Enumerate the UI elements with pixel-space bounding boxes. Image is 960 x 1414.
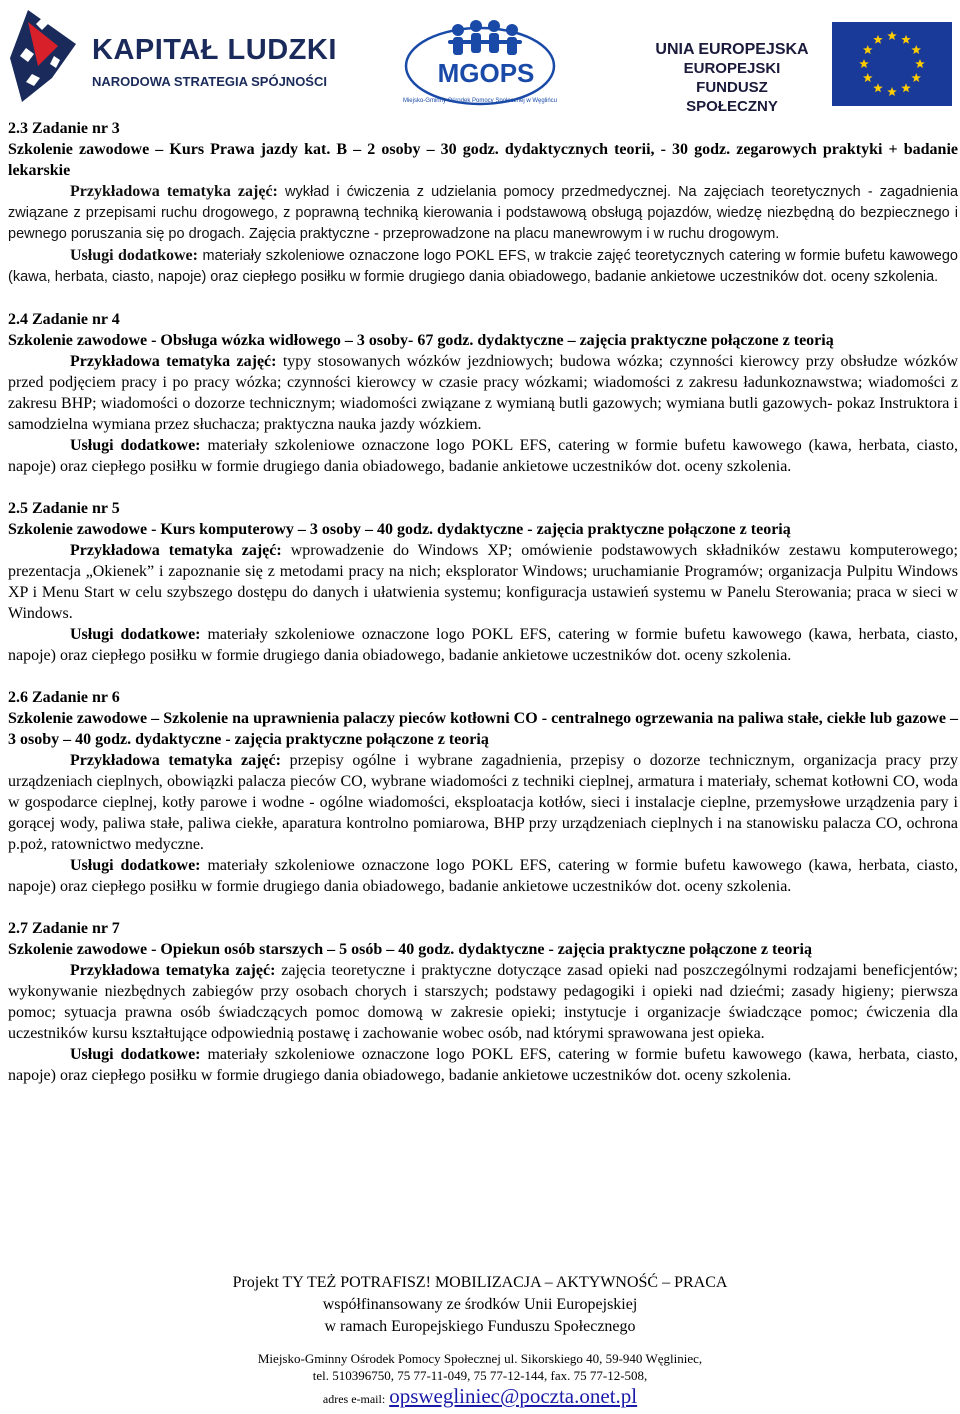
topic-text: wprowadzenie do Windows XP; omówienie podstawowych składników zestawu komputerowego; prezentacja „Okienek” i zapoznanie się z metodami pracy na nich; eksplorator Windows; uruchamianie Programów; organizacja Pulpitu Windows XP i Menu Start w celu szybszego dostępu do danych i ułatwienia systemu; konfiguracja ustawień systemu w Panelu Sterowania; praca w sieci w Windows. (8, 542, 959, 622)
services-label: Usługi dodatkowe: (70, 437, 201, 454)
topic-label: Przykładowa tematyka zajęć: (70, 752, 281, 769)
page-footer (0, 1272, 960, 1409)
task-topics (8, 181, 958, 245)
eu-flag-icon (832, 22, 952, 106)
footer-cofinancing: współfinansowany ze środków Unii Europejskiej (322, 1296, 638, 1313)
topic-label: Przykładowa tematyka zajęć: (70, 353, 277, 370)
services-text: materiały szkoleniowe oznaczone logo POKL EFS, catering w formie bufetu kawowego (kawa, herbata, ciasto, napoje) oraz ciepłego posiłku w formie drugiego dania obiadowego, badanie ankietowe uczestników dot. oceny szkolenia. (8, 626, 959, 664)
footer-address: Miejsko-Gminny Ośrodek Pomocy Społecznej ul. Sikorskiego 40, 59-940 Węgliniec, (257, 1351, 703, 1366)
task-topics (8, 750, 958, 855)
eu-line-3: FUNDUSZ SPOŁECZNY (686, 79, 778, 115)
task-number: 2.6 Zadanie nr 6 (8, 689, 120, 706)
task-services (8, 624, 958, 666)
task-section (8, 918, 958, 1086)
task-services (8, 245, 958, 288)
topic-text: typy stosowanych wózków jezdniowych; budowa wózka; czynności kierowcy przy obsłudze wózków przed podjęciem pracy i po pracy wózka; czynności kierowcy w czasie pracy wózkami; wiadomości z zakresu ładunkoznawstwa; wiadomości z zakresu BHP; wiadomości o dozorze technicznym; wiadomości związane z wymianą butli gazowych; wymiana butli gazowych- pokaz Instruktora i samodzielna wymiana przez słuchacza; praktyczna nauka jazdy wózkiem. (8, 353, 959, 433)
task-section (8, 687, 958, 897)
task-topics (8, 960, 958, 1044)
services-label: Usługi dodatkowe: (70, 626, 201, 643)
task-title: Szkolenie zawodowe - Kurs komputerowy – 3 osoby – 40 godz. dydaktyczne - zajęcia praktyczne połączone z teorią (8, 521, 791, 538)
task-title: Szkolenie zawodowe – Szkolenie na uprawnienia palaczy pieców kotłowni CO - centralnego ogrzewania na paliwa stałe, ciekłe lub gazowe – 3 osoby – 40 godz. dydaktyczne - zajęcia praktyczne połączone z teorią (8, 710, 958, 748)
task-number: 2.7 Zadanie nr 7 (8, 920, 120, 937)
topic-text: wykład i ćwiczenia z udzielania pomocy przedmedycznej. Na zajęciach teoretycznych - zagadnienia związane z przepisami ruchu drogowego, z poprawną techniką kierowania i podstawową obsługą pojazdów, wiedzę niezbędną do bezpiecznego i pewnego poruszania się po drogach. Zajęcia praktyczne - przeprowadzone na placu manewrowym i w ruchu drogowym. (8, 184, 959, 242)
task-section (8, 498, 958, 666)
page-header (0, 0, 960, 115)
task-services (8, 1044, 958, 1086)
footer-project-name: Projekt TY TEŻ POTRAFISZ! MOBILIZACJA – AKTYWNOŚĆ – PRACA (232, 1274, 728, 1291)
topic-text: zajęcia teoretyczne i praktyczne dotyczące zasad opieki nad poszczególnymi rodzajami beneficjentów; wykonywanie niezbędnych zabiegów przy osobach chorych i starszych; podstawy pedagogiki i opieki nad dziećmi; zasady higieny; pierwsza pomoc; sytuacja prawna osób świadczących pomoc domową w zakresie opieki; instytucje i organizacje świadczące pomoc; ćwiczenia dla uczestników kursu kształtujące odpowiednią postawę i zachowanie wobec osób, nad którymi sprawowana jest opieka. (8, 962, 958, 1042)
kapital-ludzki-logo (8, 8, 337, 108)
topic-label: Przykładowa tematyka zajęć: (70, 962, 276, 979)
task-topics (8, 540, 958, 624)
task-services (8, 435, 958, 477)
footer-phones: tel. 510396750, 75 77-11-049, 75 77-12-144, fax. 75 77-12-508, (312, 1368, 648, 1383)
task-number: 2.5 Zadanie nr 5 (8, 500, 120, 517)
eu-line-2: EUROPEJSKI (683, 60, 781, 77)
task-title: Szkolenie zawodowe - Opiekun osób starszych – 5 osób – 40 godz. dydaktyczne - zajęcia praktyczne połączone z teorią (8, 941, 812, 958)
footer-email-link[interactable]: opswegliniec@poczta.onet.pl (389, 1384, 638, 1408)
task-title: Szkolenie zawodowe – Kurs Prawa jazdy kat. B – 2 osoby – 30 godz. dydaktycznych teorii, - 30 godz. zegarowych praktyki + badanie lekarskie (8, 141, 958, 179)
task-topics (8, 351, 958, 435)
footer-email-row (0, 1384, 960, 1409)
kapital-ludzki-subtitle: NARODOWA STRATEGIA SPÓJNOŚCI (92, 74, 327, 89)
task-title: Szkolenie zawodowe - Obsługa wózka widłowego – 3 osoby- 67 godz. dydaktyczne – zajęcia praktyczne połączone z teorią (8, 332, 834, 349)
mgops-name: MGOPS (437, 58, 535, 88)
services-label: Usługi dodatkowe: (70, 857, 201, 874)
kapital-ludzki-star-icon (8, 8, 78, 103)
footer-fund: w ramach Europejskiego Funduszu Społecznego (324, 1318, 636, 1335)
topic-label: Przykładowa tematyka zajęć: (70, 542, 282, 559)
task-section (8, 118, 958, 288)
task-number: 2.3 Zadanie nr 3 (8, 120, 120, 137)
services-text: materiały szkoleniowe oznaczone logo POKL EFS, catering w formie bufetu kawowego (kawa, herbata, ciasto, napoje) oraz ciepłego posiłku w formie drugiego dania obiadowego, badanie ankietowe uczestników dot. oceny szkolenia. (8, 437, 959, 475)
services-label: Usługi dodatkowe: (70, 247, 198, 264)
eu-line-1: UNIA EUROPEJSKA (655, 41, 809, 58)
mgops-logo (398, 10, 568, 110)
footer-email-label: adres e-mail: (322, 1392, 386, 1406)
document-body (8, 118, 958, 1086)
mgops-ring-text: Miejsko-Gminny Ośrodek Pomocy Społecznej w Węglińcu (402, 98, 558, 104)
services-text: materiały szkoleniowe oznaczone logo POKL EFS, catering w formie bufetu kawowego (kawa, herbata, ciasto, napoje) oraz ciepłego posiłku w formie drugiego dania obiadowego, badanie ankietowe uczestników dot. oceny szkolenia. (8, 1046, 959, 1084)
people-figures-icon (448, 20, 522, 55)
topic-text: przepisy ogólne i wybrane zagadnienia, przepisy o dozorze technicznym, organizacja pracy przy urządzeniach cieplnych, obowiązki palacza pieców CO, wybrane wiadomości z techniki cieplnej, armatura i materiały, schemat kotłowni CO, woda w gospodarce cieplnej, kotły parowe i wodne - ogólne wiadomości, eksploatacja kotłów, sieci i instalacje cieplne, przemysłowe urządzenia pary i gorącej wody, paliwa stałe, paliwa ciekłe, aparatura kontrolno pomiarowa, BHP przy urządzeniach cieplnych i na stanowisku palacza CO, ochrona p.poż, ratownictwo medyczne. (8, 752, 959, 853)
topic-label: Przykładowa tematyka zajęć: (70, 183, 278, 200)
services-text: materiały szkoleniowe oznaczone logo POKL EFS, w trakcie zajęć teoretycznych catering w formie bufetu kawowego (kawa, herbata, ciasto, napoje) oraz ciepłego posiłku w formie drugiego dania obiadowego, badanie ankietowe uczestników dot. oceny szkolenia. (8, 248, 958, 285)
services-text: materiały szkoleniowe oznaczone logo POKL EFS, catering w formie bufetu kawowego (kawa, herbata, ciasto, napoje) oraz ciepłego posiłku w formie drugiego dania obiadowego, badanie ankietowe uczestników dot. oceny szkolenia. (8, 857, 959, 895)
eu-logo (652, 16, 952, 115)
kapital-ludzki-title: KAPITAŁ LUDZKI (92, 34, 337, 66)
services-label: Usługi dodatkowe: (70, 1046, 201, 1063)
task-section (8, 309, 958, 477)
task-number: 2.4 Zadanie nr 4 (8, 311, 120, 328)
task-services (8, 855, 958, 897)
